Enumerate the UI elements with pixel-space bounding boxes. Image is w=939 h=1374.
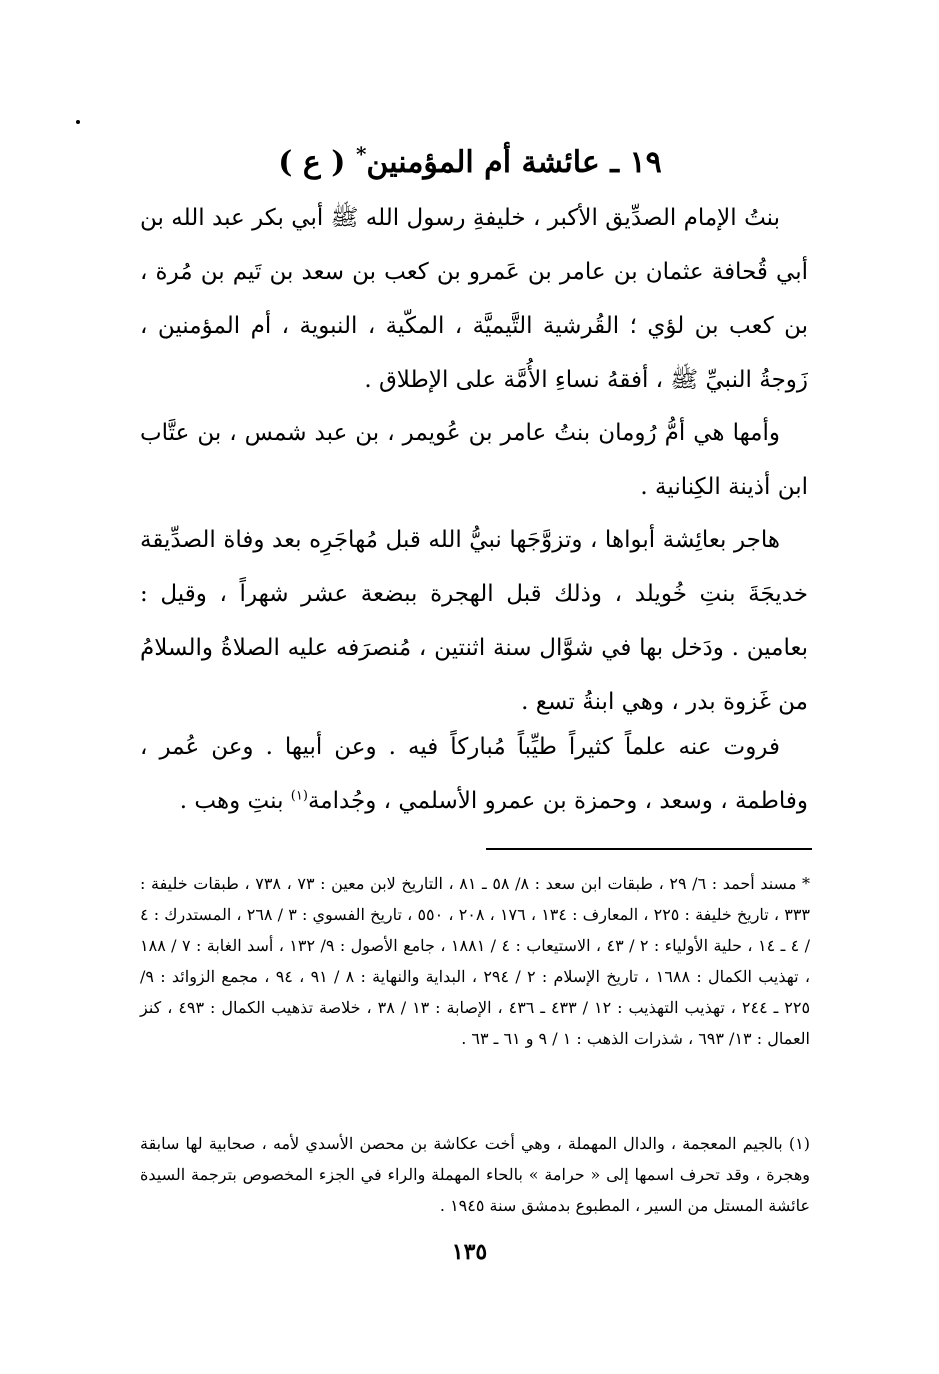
paragraph-text-before: فروت عنه علماً كثيراً طيِّباً مُباركاً فيه . وعن أبيها . وعن عُمر ، وفاطمة ، وسعد ، وحمزة بن عمرو الأسلمي ، وجُدامة [140, 734, 808, 814]
paragraph-text-after: بنتِ وهب . [179, 788, 291, 814]
heading-code: ( ع ) [278, 145, 346, 180]
paragraph-text: بنتُ الإمام الصدِّيق الأكبر ، خليفةِ رسول الله ﷺ أبي بكر عبد الله بن أبي قُحافة عثمان بن عامر بن عَمرو بن كعب بن سعد بن تَيم بن مُرة ، بن كعب بن لؤي ؛ القُرشية التَّيميَّة ، المكّية ، النبوية ، أم المؤمنين ، زَوجةُ النبيِّ ﷺ ، أفقهُ نساءِ الأُمَّة على الإطلاق . [140, 205, 808, 393]
heading-star: * [355, 142, 367, 166]
page-number: ١٣٥ [451, 1239, 488, 1265]
paragraph-narration [140, 720, 808, 828]
paragraph-mother [140, 406, 808, 514]
scan-speck [76, 120, 80, 124]
paragraph-text: هاجر بعائِشة أبواها ، وتزوَّجَها نبيُّ الله قبل مُهاجَرِه بعد وفاة الصدِّيقة خديجَةَ بنتِ خُويلد ، وذلك قبل الهجرة ببضعة عشر شهراً ، وقيل : بعامين . ودَخل بها في شوَّال سنة اثنتين ، مُنصرَفه عليه الصلاةُ والسلامُ من غَزوة بدر ، وهي ابنةُ تسع . [140, 527, 808, 715]
paragraph-lineage [140, 191, 808, 407]
footnote-1-text: (١) بالجيم المعجمة ، والدال المهملة ، وهي أخت عكاشة بن محصن الأسدي لأمه ، صحابية لها سابقة وهجرة ، وقد تحرف اسمها إلى « حرامة » بالحاء المهملة والراء في الجزء المخصوص بترجمة السيدة عائشة المستل من السير ، المطبوع بدمشق سنة ١٩٤٥ . [140, 1134, 810, 1215]
paragraph-marriage [140, 513, 808, 729]
paragraph-text: وأمها هي أمُّ رُومان بنتُ عامر بن عُويمر ، بن عبد شمس ، بن عتَّاب ابن أذينة الكِنانية . [140, 420, 808, 500]
footnote-reference: (١) [290, 788, 308, 804]
footnote-sources-text: * مسند أحمد : ٦/ ٢٩ ، طبقات ابن سعد : ٨/ ٥٨ ـ ٨١ ، التاريخ لابن معين : ٧٣ ، ٧٣٨ ، طبقات خليفة : ٣٣٣ ، تاريخ خليفة : ٢٢٥ ، المعارف : ١٣٤ ، ١٧٦ ، ٢٠٨ ، ٥٥٠ ، تاريخ الفسوي : ٣ / ٢٦٨ ، المستدرك : ٤ / ٤ ـ ١٤ ، حلية الأولياء : ٢ / ٤٣ ، الاستيعاب : ٤ / ١٨٨١ ، جامع الأصول : ٩/ ١٣٢ ، أسد الغابة : ٧ / ١٨٨ ، تهذيب الكمال : ١٦٨٨ ، تاريخ الإسلام : ٢ / ٢٩٤ ، البداية والنهاية : ٨ / ٩١ ، ٩٤ ، مجمع الزوائد : ٩/ ٢٢٥ ـ ٢٤٤ ، تهذيب التهذيب : ١٢ / ٤٣٣ ـ ٤٣٦ ، الإصابة : ١٣ / ٣٨ ، خلاصة تذهيب الكمال : ٤٩٣ ، كنز العمال : ١٣/ ٦٩٣ ، شذرات الذهب : ١ / ٩ و ٦١ ـ ٦٣ . [140, 874, 811, 1048]
chapter-heading [100, 126, 840, 191]
paragraph-text [140, 720, 808, 828]
footnote-divider [486, 848, 812, 850]
footnote-sources [140, 868, 810, 1054]
heading-title: ١٩ ـ عائشة أم المؤمنين [366, 145, 662, 180]
footnote-1 [140, 1128, 810, 1221]
